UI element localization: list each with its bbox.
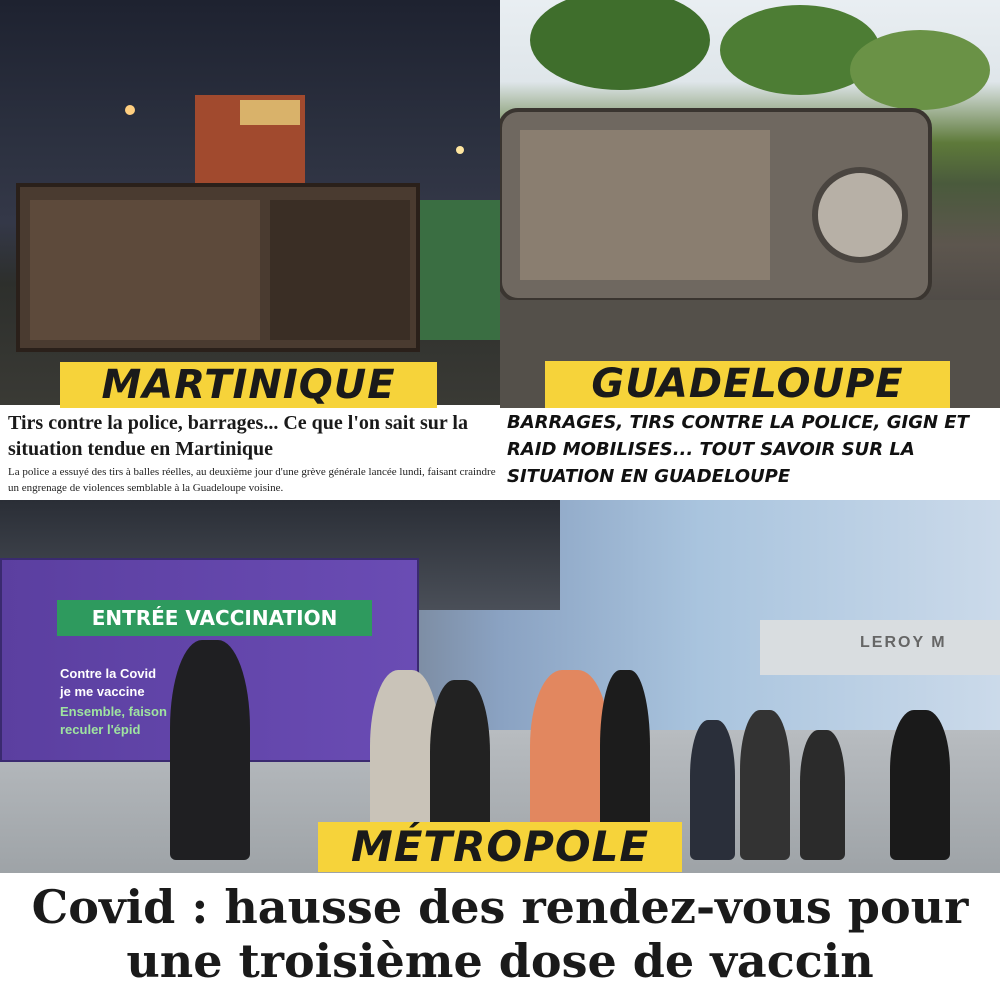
banner-line-1: Contre la Covid bbox=[60, 666, 157, 681]
region-tag-martinique: MARTINIQUE bbox=[60, 362, 437, 408]
banner-line-2: je me vaccine bbox=[60, 684, 145, 699]
martinique-panel bbox=[0, 0, 500, 500]
banner-title: ENTRÉE VACCINATION bbox=[57, 600, 372, 636]
guadeloupe-headline[interactable]: BARRAGES, TIRS CONTRE LA POLICE, GIGN ET RAID MOBILISES... TOUT SAVOIR SUR LA SITUATION EN GUADELOUPE bbox=[507, 412, 969, 487]
vaccination-queue-photo bbox=[0, 500, 1000, 873]
banner-line-4: reculer l'épid bbox=[60, 722, 141, 737]
region-tag-guadeloupe: GUADELOUPE bbox=[545, 361, 950, 408]
burned-car-night-photo bbox=[0, 0, 500, 405]
banner-line-3: Ensemble, faison bbox=[60, 704, 167, 719]
metropole-panel bbox=[0, 500, 1000, 1000]
overturned-burned-car-photo bbox=[500, 0, 1000, 408]
guadeloupe-panel bbox=[500, 0, 1000, 500]
region-tag-metropole: MÉTROPOLE bbox=[318, 822, 682, 872]
metropole-headline[interactable]: Covid : hausse des rendez-vous pour une troisième dose de vaccin bbox=[31, 880, 969, 988]
martinique-subheadline: La police a essuyé des tirs à balles réelles, au deuxième jour d'une grève générale lancée lundi, faisant craindre un engrenage de violences semblable à la Guadeloupe voisine. bbox=[8, 466, 496, 494]
store-sign: LEROY M bbox=[860, 634, 947, 651]
martinique-headline[interactable]: Tirs contre la police, barrages... Ce que l'on sait sur la situation tendue en Martinique bbox=[8, 412, 468, 460]
